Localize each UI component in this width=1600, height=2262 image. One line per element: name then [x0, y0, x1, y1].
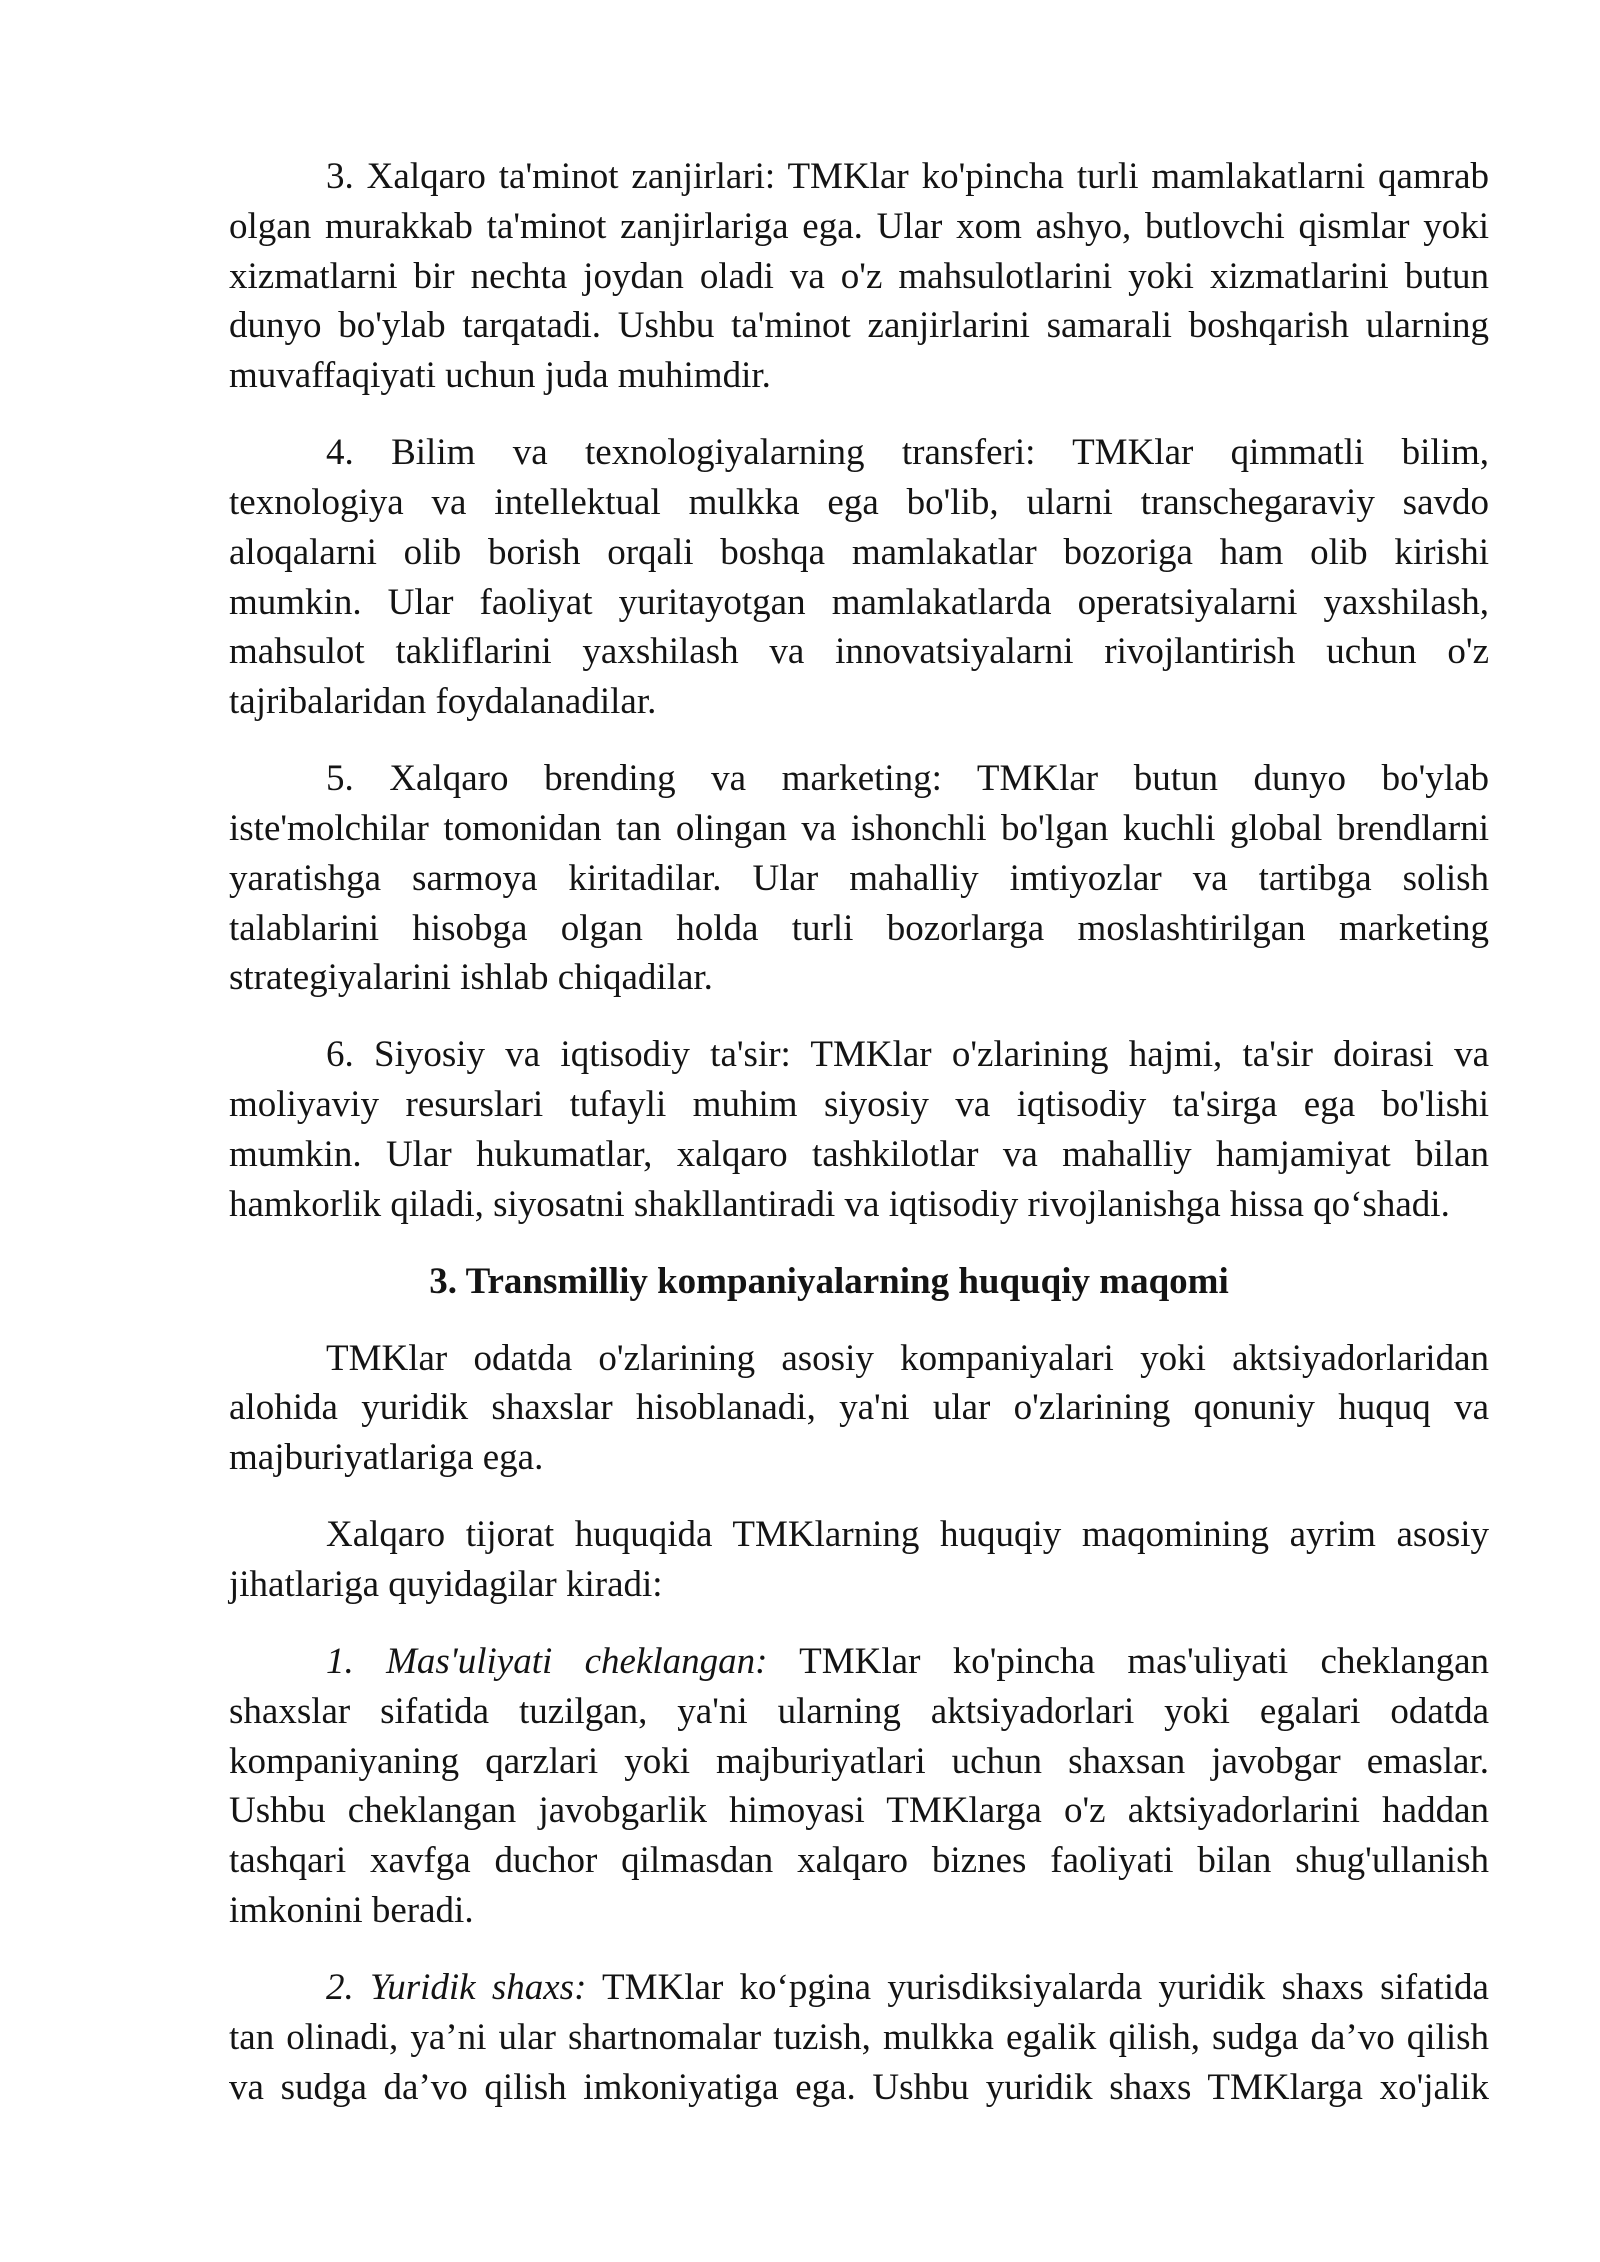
text-line: imkonini beradi.	[229, 1890, 474, 1932]
text-line: strategiyalarini ishlab chiqadilar.	[229, 957, 713, 999]
text-line: va sudga da’vo qilish imkoniyatiga ega. Ushbu yuridik shaxs TMKlarga xo'jalik	[229, 2066, 1489, 2108]
text-fragment: TMKlar ko'pincha mas'uliyati cheklangan	[799, 1641, 1489, 1683]
text-line: Ushbu cheklangan javobgarlik himoyasi TMKlarga o'z aktsiyadorlarini haddan	[229, 1790, 1489, 1832]
text-line: talablarini hisobga olgan holda turli bozorlarga moslashtirilgan marketing	[229, 907, 1489, 949]
text-line: 3. Xalqaro ta'minot zanjirlari: TMKlar ko'pincha turli mamlakatlarni qamrab	[326, 156, 1489, 197]
paragraph-legal-person	[229, 1963, 1489, 2112]
term-label: 1. Mas'uliyati cheklangan:	[326, 1641, 768, 1683]
text-line: yaratishga sarmoya kiritadilar. Ular mahalliy imtiyozlar va tartibga solish	[229, 857, 1489, 899]
text-line: alohida yuridik shaxslar hisoblanadi, ya'ni ular o'zlarining qonuniy huquq va	[229, 1387, 1489, 1429]
text-line: 4. Bilim va texnologiyalarning transferi: TMKlar qimmatli bilim,	[326, 432, 1489, 474]
text-line: TMKlar odatda o'zlarining asosiy kompaniyalari yoki aktsiyadorlaridan	[326, 1337, 1489, 1379]
text-line: aloqalarni olib borish orqali boshqa mamlakatlar bozoriga ham olib kirishi	[229, 531, 1489, 573]
paragraph-key-aspects-intro	[229, 1510, 1489, 1610]
text-line: tashqari xavfga duchor qilmasdan xalqaro biznes faoliyati bilan shug'ullanish	[229, 1840, 1489, 1882]
text-line: majburiyatlariga ega.	[229, 1437, 544, 1479]
text-line: 6. Siyosiy va iqtisodiy ta'sir: TMKlar o'zlarining hajmi, ta'sir doirasi va	[326, 1034, 1489, 1076]
paragraph-political-economic-influence	[229, 1030, 1489, 1229]
text-line: shaxslar sifatida tuzilgan, ya'ni ularning aktsiyadorlari yoki egalari odatda	[229, 1690, 1489, 1732]
text-line: mahsulot takliflarini yaxshilash va innovatsiyalarni rivojlantirish uchun o'z	[229, 631, 1489, 673]
text-line: hamkorlik qiladi, siyosatni shakllantiradi va iqtisodiy rivojlanishga hissa qo‘shadi.	[229, 1183, 1450, 1225]
term-label: 2. Yuridik shaxs:	[326, 1967, 587, 2008]
text-fragment: TMKlar ko‘pgina yurisdiksiyalarda yuridik shaxs sifatida	[602, 1967, 1489, 2008]
text-line: 5. Xalqaro brending va marketing: TMKlar butun dunyo bo'ylab	[326, 758, 1489, 800]
paragraph-supply-chains	[229, 152, 1489, 401]
text-line: Xalqaro tijorat huquqida TMKlarning huquqiy maqomining ayrim asosiy	[326, 1514, 1489, 1556]
text-line: mumkin. Ular hukumatlar, xalqaro tashkilotlar va mahalliy hamjamiyat bilan	[229, 1133, 1489, 1175]
text-line: moliyaviy resurslari tufayli muhim siyosiy va iqtisodiy ta'sirga ega bo'lishi	[229, 1084, 1489, 1126]
text-line: texnologiya va intellektual mulkka ega bo'lib, ularni transchegaraviy savdo	[229, 481, 1489, 523]
text-line: olgan murakkab ta'minot zanjirlariga ega. Ular xom ashyo, butlovchi qismlar yoki	[229, 205, 1489, 247]
text-line: kompaniyaning qarzlari yoki majburiyatlari uchun shaxsan javobgar emaslar.	[229, 1740, 1489, 1782]
text-line: xizmatlarni bir nechta joydan oladi va o'z mahsulotlarini yoki xizmatlarini butun	[229, 255, 1489, 297]
text-line: tajribalaridan foydalanadilar.	[229, 681, 657, 723]
text-line	[229, 1963, 1489, 2013]
text-line: iste'molchilar tomonidan tan olingan va ishonchli bo'lgan kuchli global brendlarni	[229, 807, 1489, 849]
text-line: tan olinadi, ya’ni ular shartnomalar tuzish, mulkka egalik qilish, sudga da’vo qilish	[229, 2016, 1489, 2058]
paragraph-branding-marketing	[229, 754, 1489, 1003]
text-line	[229, 1637, 1489, 1687]
text-line: jihatlariga quyidagilar kiradi:	[229, 1564, 663, 1606]
section-heading: 3. Transmilliy kompaniyalarning huquqiy maqomi	[429, 1260, 1229, 1302]
paragraph-legal-entity-intro	[229, 1334, 1489, 1483]
paragraph-limited-liability	[229, 1637, 1489, 1936]
text-line: dunyo bo'ylab tarqatadi. Ushbu ta'minot zanjirlarini samarali boshqarish ularning	[229, 305, 1489, 347]
text-line: mumkin. Ular faoliyat yuritayotgan mamlakatlarda operatsiyalarni yaxshilash,	[229, 581, 1489, 623]
paragraph-knowledge-transfer	[229, 428, 1489, 727]
text-line: muvaffaqiyati uchun juda muhimdir.	[229, 355, 771, 397]
